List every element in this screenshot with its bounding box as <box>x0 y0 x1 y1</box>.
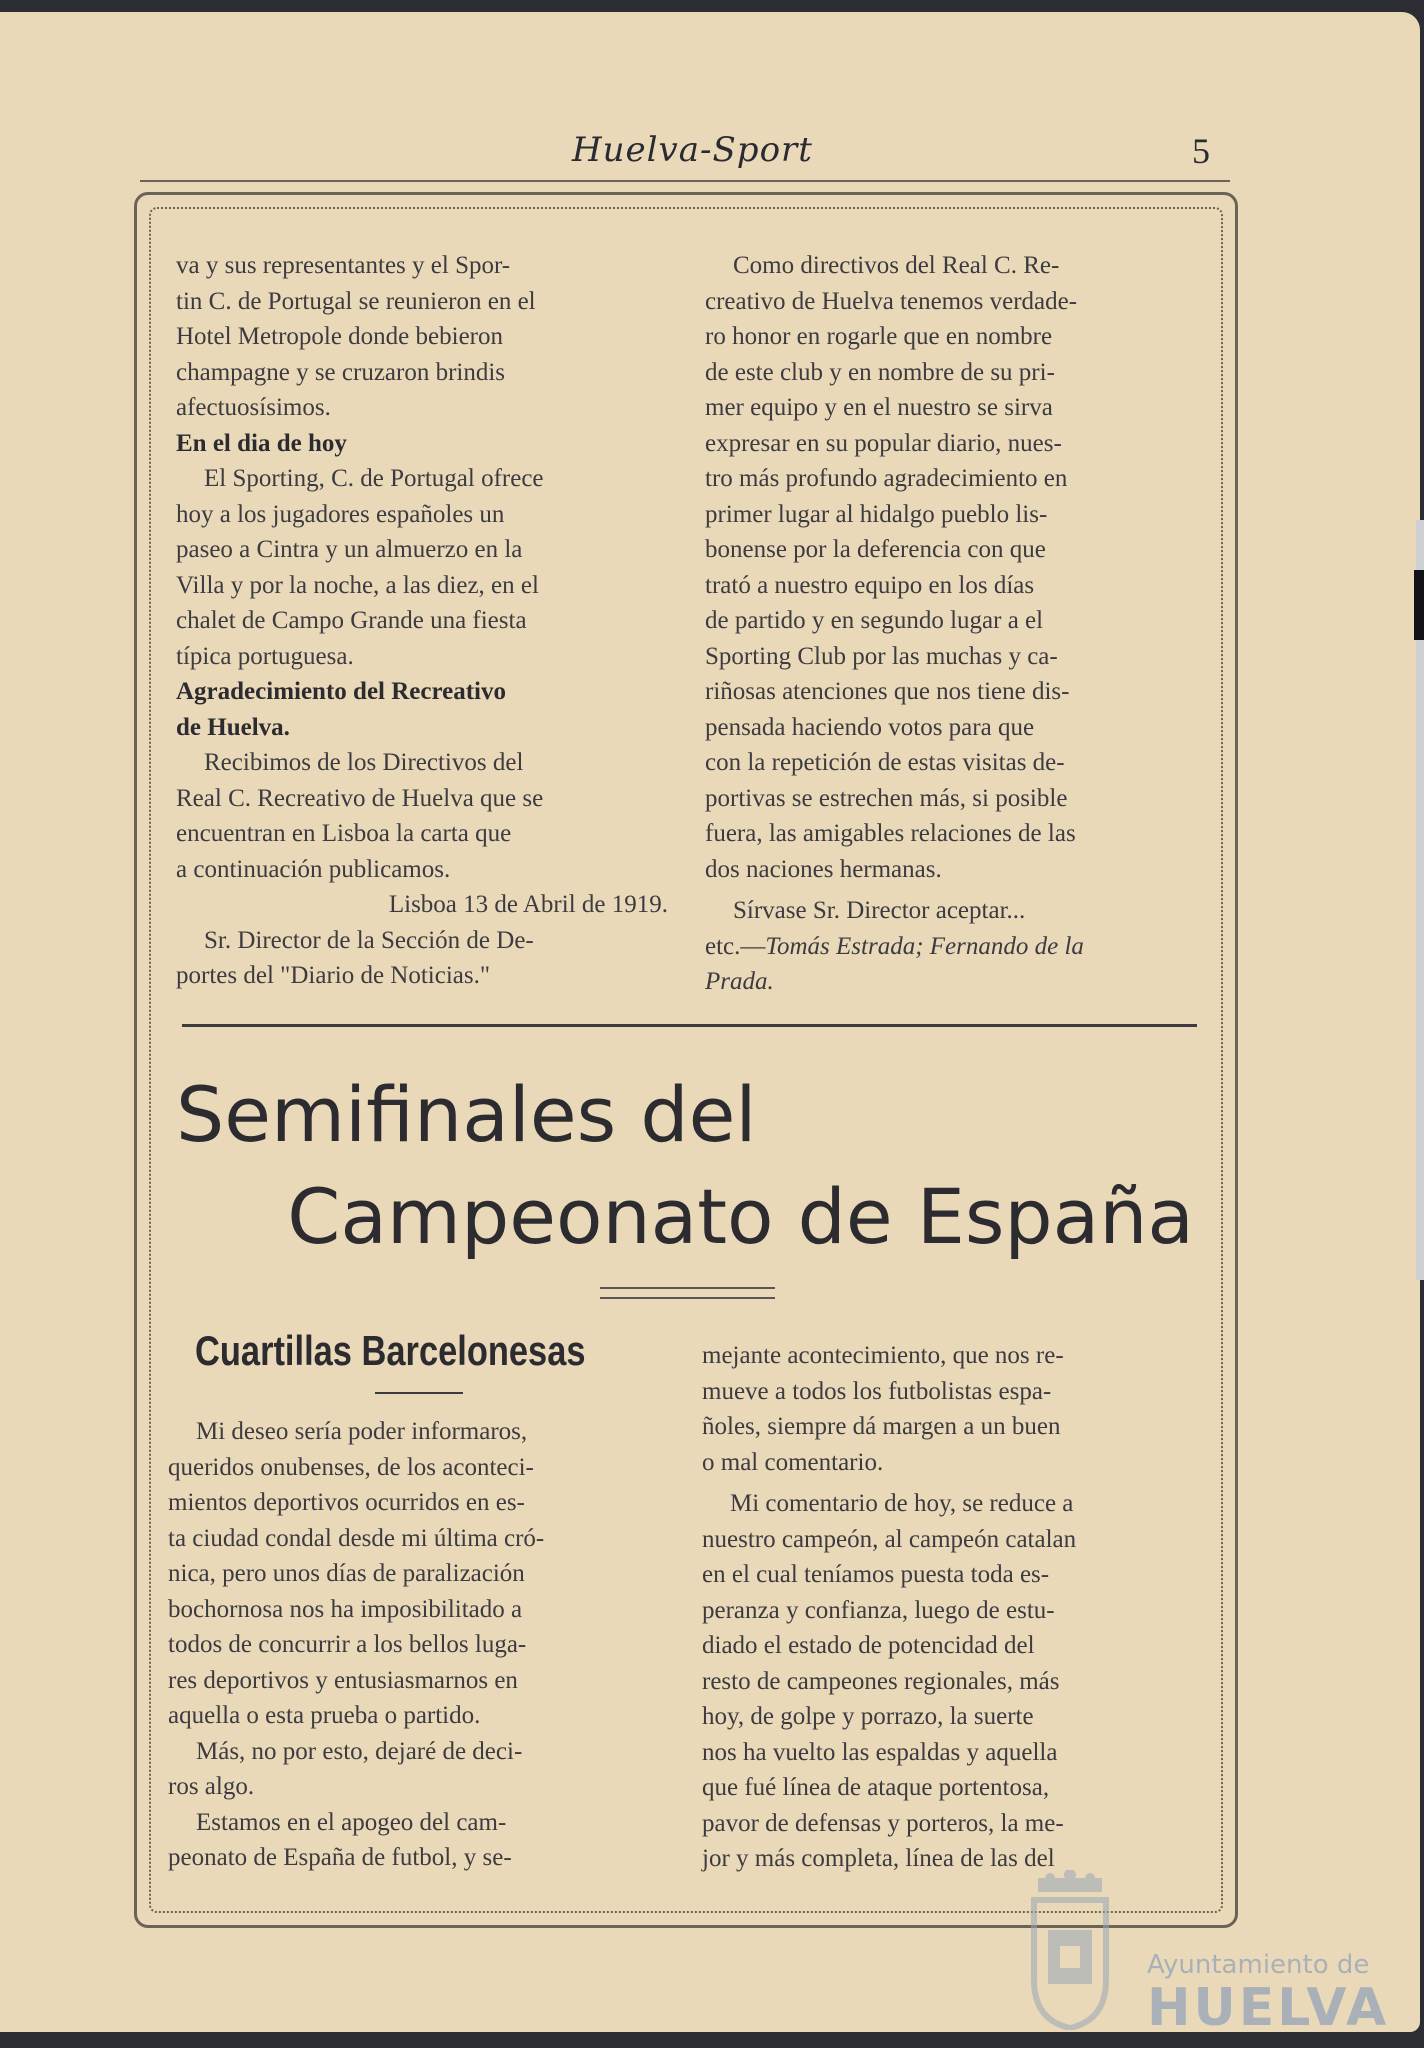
signature-last: Prada. <box>705 968 774 995</box>
page-edge-tab <box>1414 570 1424 640</box>
text-line: Como directivos del Real C. Re- <box>733 252 1060 279</box>
text-line: mientos deportivos ocurridos en es- <box>168 1489 525 1516</box>
text-line: jor y más completa, línea de las del <box>702 1845 1055 1872</box>
text-line: en el cual teníamos puesta toda es- <box>702 1561 1050 1588</box>
text-line: Recibimos de los Directivos del <box>204 749 524 776</box>
text-line: queridos onubenses, de los aconteci- <box>168 1453 534 1481</box>
text-line: paseo a Cintra y un almuerzo en la <box>176 536 523 563</box>
text-line: nuestro campeón, al campeón catalan <box>702 1525 1077 1553</box>
text-line: mer equipo y en el nuestro se sirva <box>705 394 1053 421</box>
page-header <box>140 130 1230 182</box>
subhead-thanks: Agradecimiento del Recreativo <box>176 678 506 705</box>
text-line: expresar en su popular diario, nues- <box>705 429 1062 457</box>
text-line: Real C. Recreativo de Huelva que se <box>176 784 544 812</box>
text-line: todos de concurrir a los bellos luga- <box>168 1631 527 1658</box>
section-divider <box>182 1024 1197 1027</box>
text-line: o mal comentario. <box>702 1448 884 1476</box>
text-line: Villa y por la noche, a las diez, en el <box>176 571 539 599</box>
watermark-line2: HUELVA <box>1147 1978 1390 2032</box>
text-line: fuera, las amigables relaciones de las <box>705 820 1076 847</box>
text-line: afectuosísimos. <box>176 394 331 421</box>
headline-rule <box>600 1287 775 1299</box>
text-line: Hotel Metropole donde bebieron <box>176 323 503 350</box>
text-line: Sr. Director de la Sección de De- <box>204 926 534 954</box>
closing-signature-line <box>705 929 1201 965</box>
text-line: a continuación publicamos. <box>176 855 451 883</box>
text-line: hoy, de golpe y porrazo, la suerte <box>702 1703 1034 1730</box>
text-line: res deportivos y entusiasmarnos en <box>168 1666 518 1694</box>
subhead-today: En el dia de hoy <box>176 429 347 457</box>
text-line: tro más profundo agradecimiento en <box>705 465 1068 492</box>
text-line: ñoles, siempre dá margen a un buen <box>702 1413 1061 1440</box>
text-line: ros algo. <box>168 1773 255 1800</box>
section-title: Cuartillas Barcelonesas <box>195 1327 586 1374</box>
text-line: diado el estado de potencidad del <box>702 1632 1035 1659</box>
text-line: nica, pero unos días de paralización <box>168 1560 525 1587</box>
letter-date: Lisboa 13 de Abril de 1919. <box>388 891 668 918</box>
text-line: que fué línea de ataque portentosa, <box>702 1774 1050 1801</box>
closing-line: Sírvase Sr. Director aceptar... <box>733 897 1026 924</box>
text-line: típica portuguesa. <box>176 642 354 670</box>
text-line: mueve a todos los futbolistas espa- <box>702 1377 1052 1405</box>
text-line: pensada haciendo votos para que <box>705 713 1035 741</box>
text-line: portivas se estrechen más, si posible <box>705 784 1068 812</box>
text-line: trató a nuestro equipo en los días <box>705 571 1035 599</box>
text-line: ro honor en rogarle que en nombre <box>705 323 1053 350</box>
text-line: peranza y confianza, luego de estu- <box>702 1596 1055 1624</box>
text-line: chalet de Campo Grande una fiesta <box>176 607 527 634</box>
text-line: de este club y en nombre de su pri- <box>705 358 1055 386</box>
text-line: peonato de España de futbol, y se- <box>168 1844 512 1871</box>
text-line: mejante acontecimiento, que nos re- <box>702 1342 1064 1369</box>
bottom-left-column <box>168 1414 664 1876</box>
page-number: 5 <box>1192 131 1210 171</box>
closing-prefix: etc.— <box>705 932 766 960</box>
text-line: de partido y en segundo lugar a el <box>705 607 1044 634</box>
subhead-thanks-line2: de Huelva. <box>176 713 290 741</box>
text-line: bonense por la deferencia con que <box>705 536 1046 563</box>
publication-title: Huelva-Sport <box>572 130 813 170</box>
watermark-line1: Ayuntamiento de <box>1147 1950 1370 1980</box>
text-line: con la repetición de estas visitas de- <box>705 749 1065 776</box>
city-crest-icon <box>1020 1870 1120 2030</box>
text-line: encuentran en Lisboa la carta que <box>176 820 512 847</box>
text-line: primer lugar al hidalgo pueblo lis- <box>705 500 1048 528</box>
headline-line1: Semifinales del <box>176 1070 757 1159</box>
text-line: Más, no por esto, dejaré de deci- <box>196 1737 523 1765</box>
text-line: Sporting Club por las muchas y ca- <box>705 642 1058 670</box>
text-line: tin C. de Portugal se reunieron en el <box>176 287 536 315</box>
top-left-column <box>176 248 668 994</box>
top-right-column <box>705 248 1201 1000</box>
text-line: Mi comentario de hoy, se reduce a <box>730 1490 1074 1517</box>
headline-line2: Campeonato de España <box>287 1172 1194 1261</box>
text-line: aquella o esta prueba o partido. <box>168 1702 481 1729</box>
text-line: pavor de defensas y porteros, la me- <box>702 1809 1064 1837</box>
text-line: ta ciudad condal desde mi última cró- <box>168 1524 545 1552</box>
text-line: El Sporting, C. de Portugal ofrece <box>204 465 544 492</box>
text-line: resto de campeones regionales, más <box>702 1667 1060 1695</box>
text-line: nos ha vuelto las espaldas y aquella <box>702 1738 1058 1766</box>
text-line: Estamos en el apogeo del cam- <box>196 1808 507 1836</box>
signature-names: Tomás Estrada; Fernando de la <box>765 932 1084 960</box>
title-dash <box>375 1392 463 1394</box>
text-line: portes del "Diario de Noticias." <box>176 962 491 989</box>
text-line: va y sus representantes y el Spor- <box>176 252 511 279</box>
bottom-right-column <box>702 1338 1198 1877</box>
text-line: bochornosa nos ha imposibilitado a <box>168 1595 523 1623</box>
text-line: champagne y se cruzaron brindis <box>176 358 506 386</box>
text-line: hoy a los jugadores españoles un <box>176 500 505 528</box>
text-line: creativo de Huelva tenemos verdade- <box>705 287 1078 315</box>
text-line: Mi deseo sería poder informaros, <box>196 1418 528 1445</box>
text-line: riñosas atenciones que nos tiene dis- <box>705 678 1070 705</box>
text-line: dos naciones hermanas. <box>705 855 942 883</box>
newspaper-page <box>0 12 1420 2032</box>
